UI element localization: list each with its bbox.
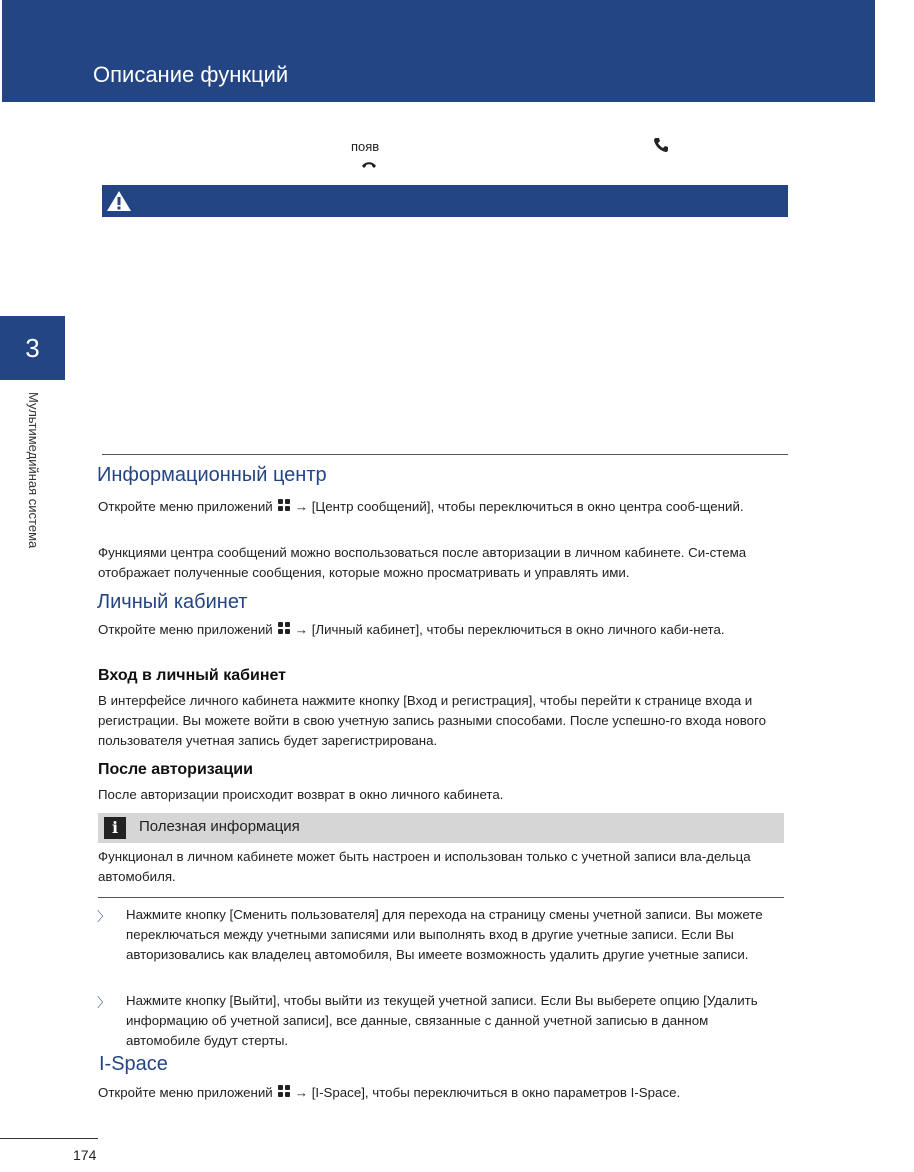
bullet-mark: 〉 xyxy=(97,995,111,1010)
paragraph xyxy=(98,497,786,517)
subheading-login: Вход в личный кабинет xyxy=(98,667,286,684)
page-header xyxy=(2,0,875,102)
paragraph: После авторизации происходит возврат в окно личного кабинета. xyxy=(98,787,504,802)
chapter-label: Мультимедийная система xyxy=(26,392,41,549)
info-icon: i xyxy=(104,817,126,839)
section-heading-info-center: Информационный центр xyxy=(97,464,327,486)
footer-rule xyxy=(0,1138,98,1139)
divider xyxy=(102,454,788,455)
subheading-after-auth: После авторизации xyxy=(98,761,253,778)
phone-icon xyxy=(653,137,669,153)
hang-up-icon xyxy=(361,156,377,172)
paragraph-text: Откройте меню приложений xyxy=(98,1085,273,1100)
apps-menu-icon xyxy=(277,498,291,512)
warning-bar xyxy=(102,185,788,217)
paragraph-text: → [I-Space], чтобы переключиться в окно параметров I-Space. xyxy=(294,1085,681,1100)
paragraph xyxy=(98,620,786,640)
paragraph-text: → [Личный кабинет], чтобы переключиться в окно личного каби-нета. xyxy=(294,622,725,637)
apps-menu-icon xyxy=(277,621,291,635)
paragraph-text: Откройте меню приложений xyxy=(98,622,273,637)
list-item: Нажмите кнопку [Сменить пользователя] для перехода на страницу смены учетной записи. Вы можете переключаться между учетными записями или выполнять вход в другие учетные записи. Если Вы авторизовались как владелец автомобиля, Вы имеете возможность удалить другие учетные записи. xyxy=(126,907,763,962)
section-heading-cabinet: Личный кабинет xyxy=(97,591,248,613)
warning-icon xyxy=(106,189,132,213)
info-box-title: Полезная информация xyxy=(139,818,300,835)
info-box-header xyxy=(98,813,784,843)
page-title: Описание функций xyxy=(93,62,289,87)
paragraph-text: → [Центр сообщений], чтобы переключиться в окно центра сооб-щений. xyxy=(294,499,744,514)
apps-menu-icon xyxy=(277,1084,291,1098)
divider xyxy=(98,897,784,898)
section-heading-ispace: I-Space xyxy=(99,1053,168,1075)
paragraph: В интерфейсе личного кабинета нажмите кнопку [Вход и регистрация], чтобы перейти к странице входа и регистрации. Вы можете войти в свою учетную запись разными способами. После успешно-го входа нового пользователя учетная запись будет зарегистрирована. xyxy=(98,693,767,748)
paragraph: Функциями центра сообщений можно воспользоваться после авторизации в личном кабинете. Си-стема отображает полученные сообщения, которые можно просматривать и управлять ими. xyxy=(98,545,747,580)
bullet-mark: 〉 xyxy=(97,909,111,924)
list-item: Нажмите кнопку [Выйти], чтобы выйти из текущей учетной записи. Если Вы выберете опцию [Удалить информацию об учетной записи], все данные, связанные с данной учетной записью в данном автомобиле будут стерты. xyxy=(126,993,758,1048)
text-fragment: появ xyxy=(351,139,380,154)
chapter-tab: 3 xyxy=(0,316,65,380)
paragraph xyxy=(98,1083,748,1103)
paragraph-text: Откройте меню приложений xyxy=(98,499,273,514)
info-box-text: Функционал в личном кабинете может быть настроен и использован только с учетной записи вла-дельца автомобиля. xyxy=(98,849,751,884)
page-number: 174 xyxy=(73,1147,97,1163)
